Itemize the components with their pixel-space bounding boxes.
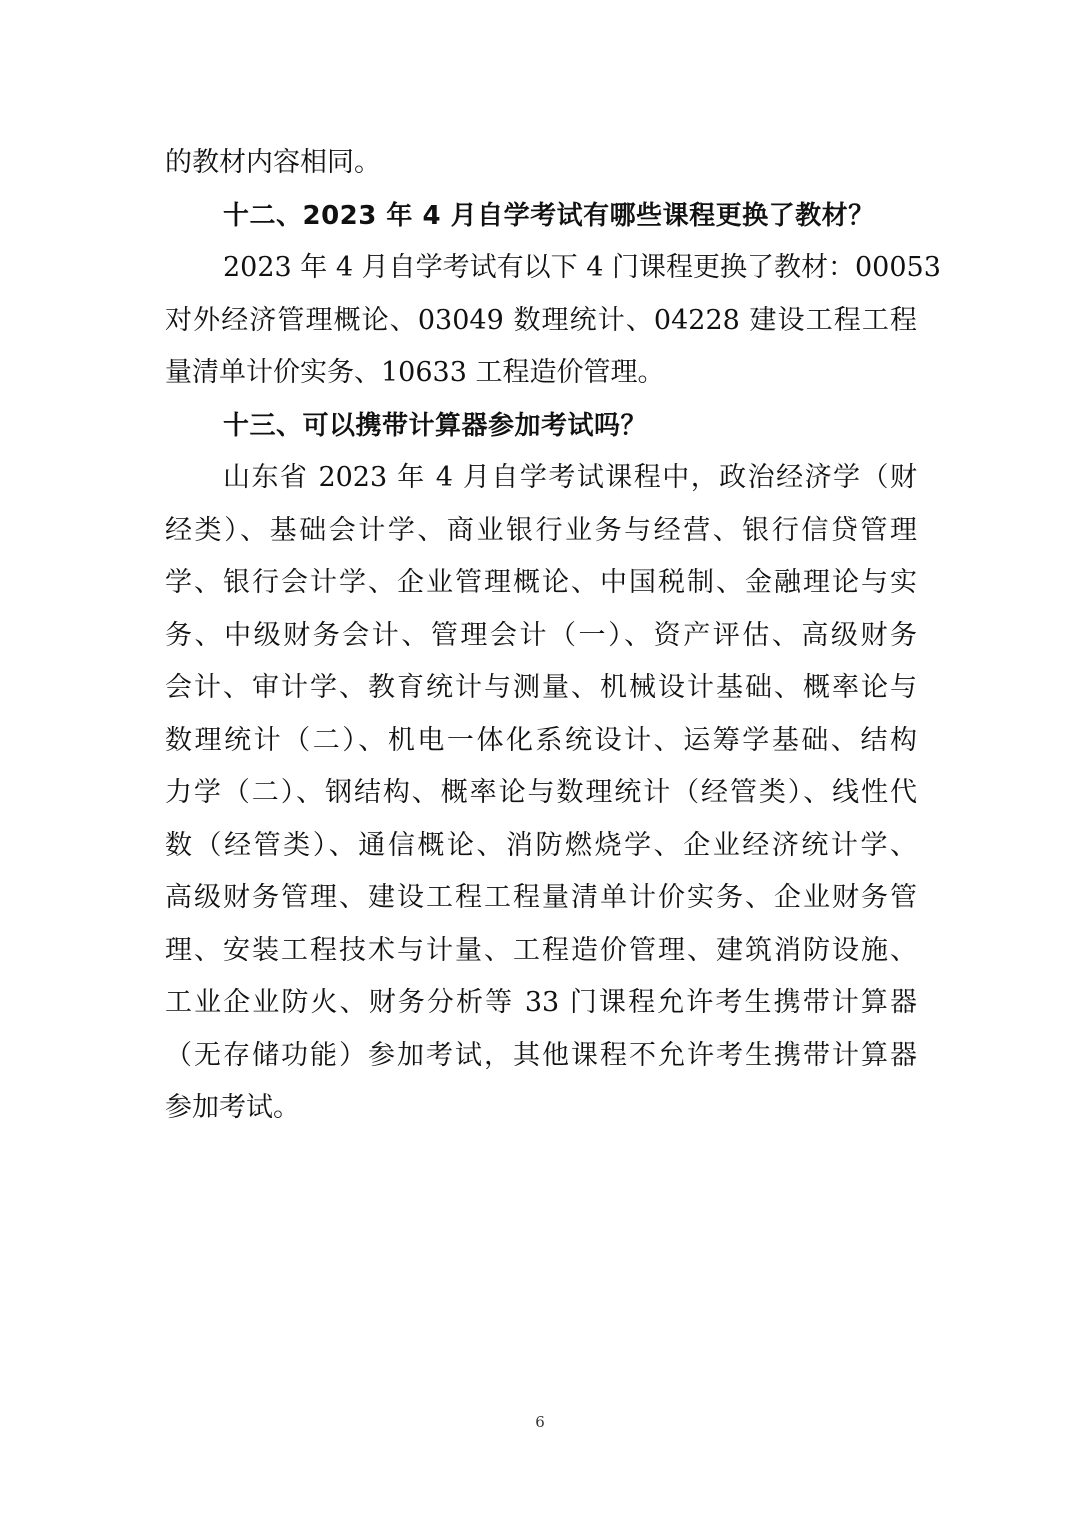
page-number: 6	[535, 1413, 545, 1431]
paragraph-line: 2023 年 4 月自学考试有以下 4 门课程更换了教材：00053	[223, 252, 941, 283]
paragraph-line: （无存储功能）参加考试，其他课程不允许考生携带计算器	[165, 1039, 917, 1071]
paragraph-line: 量清单计价实务、10633 工程造价管理。	[165, 357, 665, 388]
section-heading-12: 十二、2023 年 4 月自学考试有哪些课程更换了教材？	[223, 200, 875, 231]
paragraph-line: 数（经管类）、通信概论、消防燃烧学、企业经济统计学、	[165, 829, 917, 861]
paragraph-line: 经类）、基础会计学、商业银行业务与经营、银行信贷管理	[165, 514, 917, 546]
document-body	[165, 137, 941, 1135]
paragraph-line: 高级财务管理、建设工程工程量清单计价实务、企业财务管	[165, 882, 917, 913]
paragraph-line: 会计、审计学、教育统计与测量、机械设计基础、概率论与	[165, 672, 917, 703]
paragraph-line: 数理统计（二）、机电一体化系统设计、运筹学基础、结构	[165, 724, 917, 756]
paragraph-line: 力学（二）、钢结构、概率论与数理统计（经管类）、线性代	[165, 777, 917, 808]
paragraph-line: 参加考试。	[165, 1092, 300, 1123]
paragraph-line: 对外经济管理概论、03049 数理统计、04228 建设工程工程	[165, 304, 917, 336]
paragraph-line: 的教材内容相同。	[165, 147, 381, 178]
paragraph-line: 理、安装工程技术与计量、工程造价管理、建筑消防设施、	[165, 934, 917, 966]
paragraph-line: 务、中级财务会计、管理会计（一）、资产评估、高级财务	[165, 619, 917, 651]
paragraph-line: 学、银行会计学、企业管理概论、中国税制、金融理论与实	[165, 567, 917, 598]
paragraph-line: 山东省 2023 年 4 月自学考试课程中，政治经济学（财	[223, 462, 917, 493]
paragraph-line: 工业企业防火、财务分析等 33 门课程允许考生携带计算器	[165, 987, 917, 1018]
section-heading-13: 十三、可以携带计算器参加考试吗？	[223, 410, 648, 441]
